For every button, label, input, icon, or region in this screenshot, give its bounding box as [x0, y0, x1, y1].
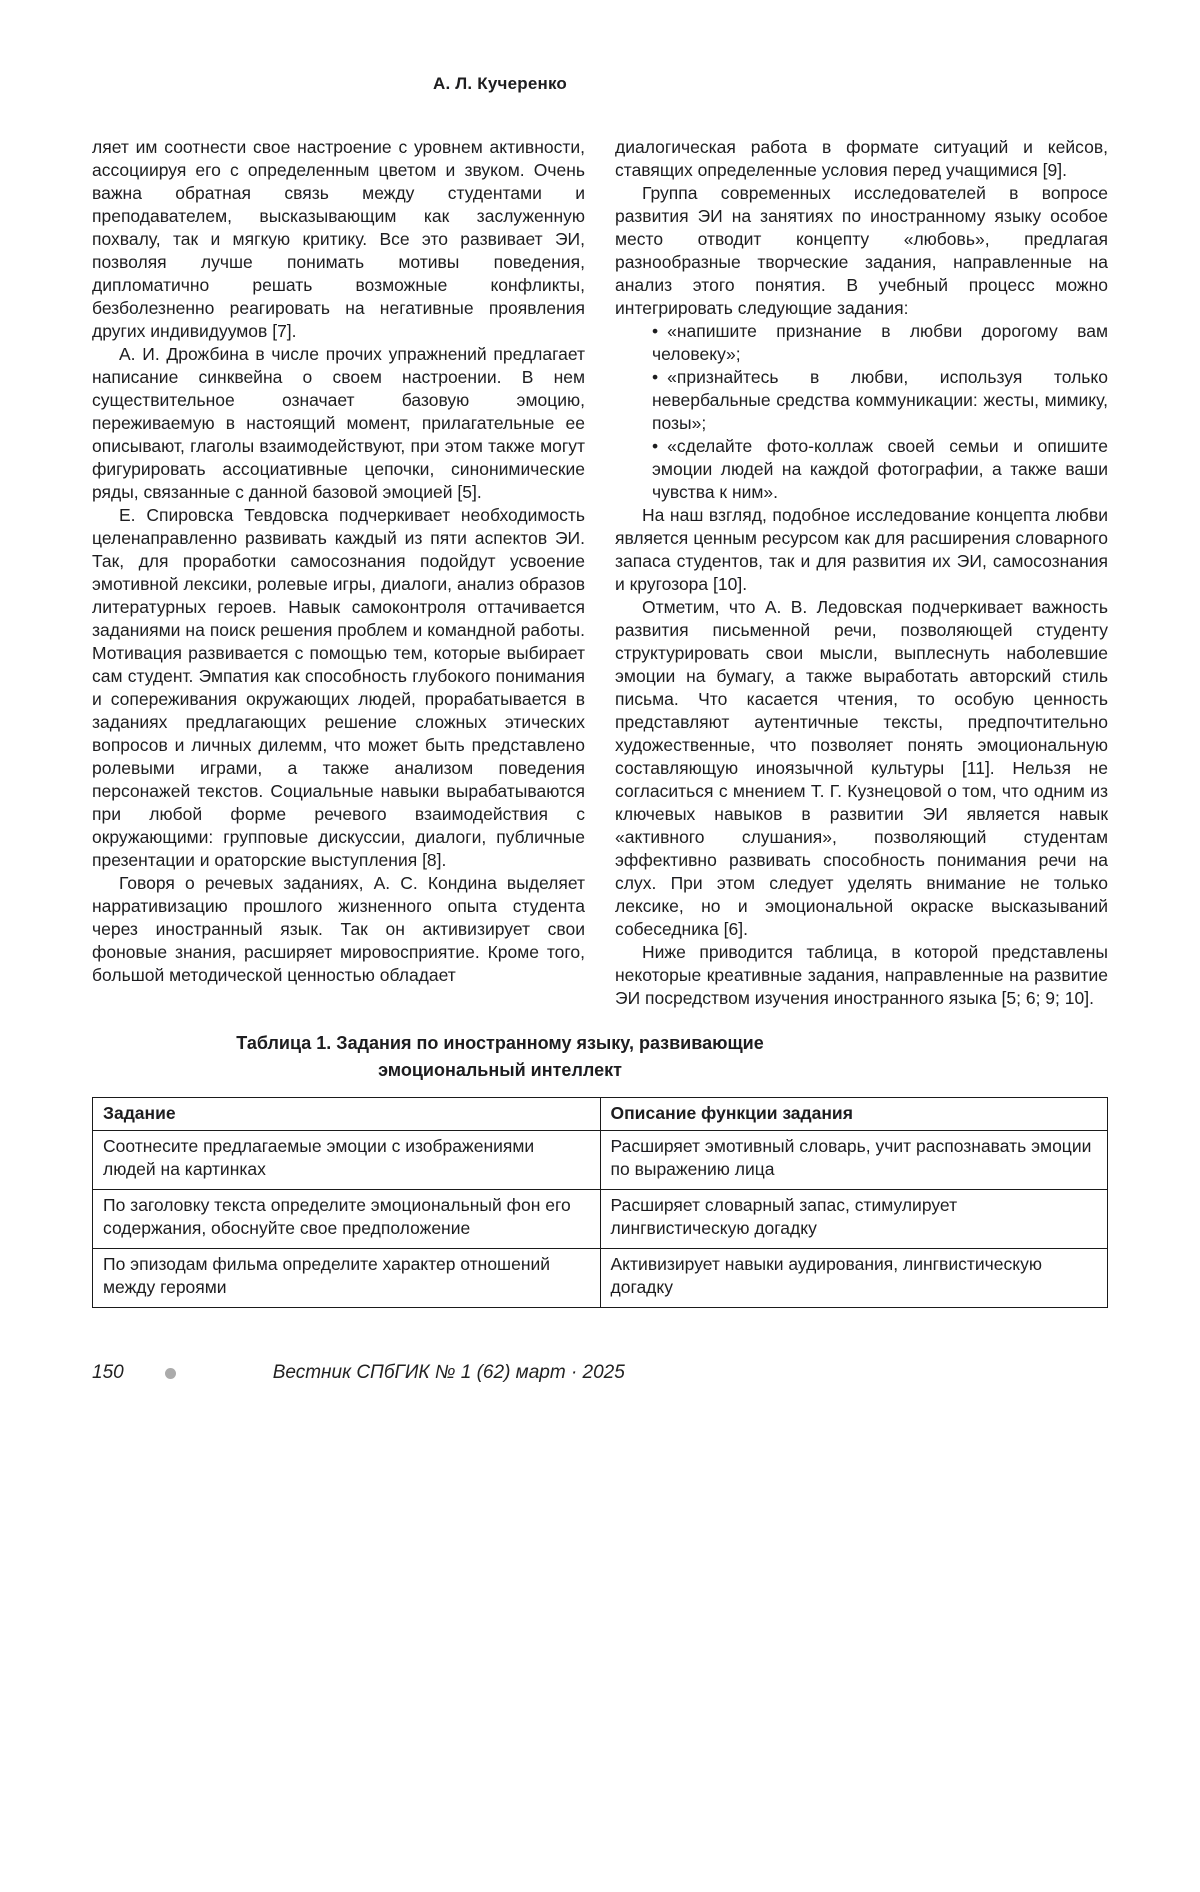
bullet-text: «признайтесь в любви, используя только невербальные средства коммуникации: жесты, мимику, позы»; [652, 367, 1108, 433]
text-column-left [92, 136, 585, 1010]
bullet-item [615, 435, 1108, 504]
table-header-task: Задание [93, 1098, 601, 1131]
page-footer [92, 1362, 1108, 1384]
paragraph: Е. Спировска Тевдовска подчеркивает необходимость целенаправленно развивать каждый из пяти аспектов ЭИ. Так, для проработки самосознания подойдут усвоение эмотивной лексики, ролевые игры, диалоги, анализ образов литературных героев. Навык самоконтроля оттачивается заданиями на поиск решения проблем и командной работы. Мотивация развивается с помощью тем, которые выбирает сам студент. Эмпатия как способность глубокого понимания и сопереживания окружающих людей, прорабатывается в заданиях предлагающих решение сложных этических вопросов и личных дилемм, что может быть представлено ролевыми играми, а также анализом поведения персонажей текстов. Социальные навыки вырабатываются при любой форме речевого взаимодействия с окружающими: групповые дискуссии, диалоги, публичные презентации и ораторские выступления [8]. [92, 505, 585, 870]
two-column-text [92, 136, 1108, 1010]
table-header-row [93, 1098, 1108, 1131]
bullet-text: «сделайте фото-коллаж своей семьи и опишите эмоции людей на каждой фотографии, а также ваши чувства к ним». [652, 436, 1108, 502]
table-cell: Расширяет эмотивный словарь, учит распознавать эмоции по выражению лица [600, 1131, 1108, 1190]
footer-dot-icon [165, 1368, 176, 1379]
table-row [93, 1249, 1108, 1308]
table-cell: Соотнесите предлагаемые эмоции с изображениями людей на картинках [93, 1131, 601, 1190]
table-caption-line-2: эмоциональный интеллект [378, 1060, 622, 1080]
bullet-item [615, 320, 1108, 366]
tasks-table-body [93, 1131, 1108, 1308]
bullet-icon: • [652, 367, 659, 387]
running-head-author: А. Л. Кучеренко [432, 74, 568, 93]
paragraph: Ниже приводится таблица, в которой представлены некоторые креативные задания, направленные на развитие ЭИ посредством изучения иностранного языка [5; 6; 9; 10]. [615, 942, 1108, 1008]
tasks-table [92, 1097, 1108, 1308]
table-cell: Активизирует навыки аудирования, лингвистическую догадку [600, 1249, 1108, 1308]
bullet-text: «напишите признание в любви дорогому вам человеку»; [652, 321, 1108, 364]
paragraph: Говоря о речевых заданиях, А. С. Кондина выделяет нарративизацию прошлого жизненного опыта студента через иностранный язык. Так он активизирует свои фоновые знания, расширяет мировосприятие. Кроме того, большой методической ценностью обладает [92, 873, 585, 985]
paragraph: На наш взгляд, подобное исследование концепта любви является ценным ресурсом как для расширения словарного запаса студентов, так и для развития их ЭИ, самосознания и кругозора [10]. [615, 505, 1108, 594]
bullet-icon: • [652, 321, 659, 341]
table-row [93, 1131, 1108, 1190]
table-caption-line-1: Таблица 1. Задания по иностранному языку, развивающие [236, 1033, 764, 1053]
bullet-item [615, 366, 1108, 435]
table-header-description: Описание функции задания [600, 1098, 1108, 1131]
table-cell: По заголовку текста определите эмоциональный фон его содержания, обоснуйте свое предположение [93, 1190, 601, 1249]
page-number: 150 [92, 1362, 124, 1383]
paragraph: диалогическая работа в формате ситуаций и кейсов, ставящих определенные условия перед учащимися [9]. [615, 137, 1108, 180]
table-cell: Расширяет словарный запас, стимулирует лингвистическую догадку [600, 1190, 1108, 1249]
journal-title: Вестник СПбГИК № 1 (62) март · 2025 [272, 1362, 625, 1383]
paragraph: ляет им соотнести свое настроение с уровнем активности, ассоциируя его с определенным цветом и звуком. Очень важна обратная связь между студентами и преподавателем, высказывающим как заслуженную похвалу, так и мягкую критику. Все это развивает ЭИ, позволяя лучше понимать мотивы поведения, дипломатично решать возможные конфликты, безболезненно реагировать на негативные проявления других индивидуумов [7]. [92, 137, 585, 341]
table-cell: По эпизодам фильма определите характер отношений между героями [93, 1249, 601, 1308]
paragraph: А. И. Дрожбина в числе прочих упражнений предлагает написание синквейна о своем настроении. В нем существительное означает базовую эмоцию, переживаемую в настоящий момент, прилагательные ее описывают, глаголы взаимодействуют, при этом также могут фигурировать ассоциативные цепочки, синонимические ряды, связанные с данной базовой эмоцией [5]. [92, 344, 585, 502]
paragraph: Группа современных исследователей в вопросе развития ЭИ на занятиях по иностранному языку особое место отводит концепту «любовь», предлагая разнообразные творческие задания, направленные на анализ этого понятия. В учебный процесс можно интегрировать следующие задания: [615, 183, 1108, 318]
bullet-icon: • [652, 436, 659, 456]
table-caption [92, 1030, 908, 1084]
text-column-right [615, 136, 1108, 1010]
table-row [93, 1190, 1108, 1249]
paragraph: Отметим, что А. В. Ледовская подчеркивает важность развития письменной речи, позволяющей студенту структурировать свои мысли, выплеснуть наболевшие эмоции на бумагу, а также выработать авторский стиль письма. Что касается чтения, то особую ценность представляют аутентичные тексты, предпочтительно художественные, что позволяет понять эмоциональную составляющую иноязычной культуры [11]. Нельзя не согласиться с мнением Т. Г. Кузнецовой о том, что одним из ключевых навыков в развитии ЭИ является навык «активного слушания», позволяющий студентам эффективно развивать способность понимания речи на слух. При этом следует уделять внимание не только лексике, но и эмоциональной окраске высказываний собеседника [6]. [615, 597, 1108, 939]
